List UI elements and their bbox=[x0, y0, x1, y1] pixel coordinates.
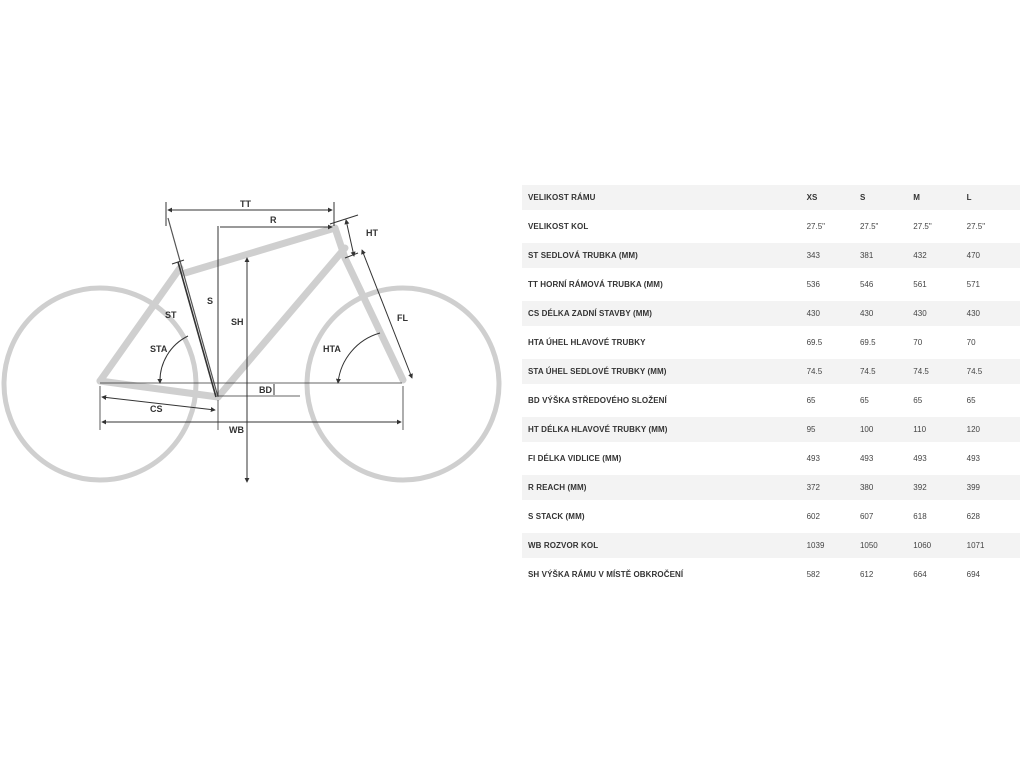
row-value: 27.5" bbox=[966, 222, 986, 231]
table-row bbox=[522, 272, 1020, 297]
row-value: 430 bbox=[859, 309, 874, 318]
table-row bbox=[522, 301, 1020, 326]
row-value: 430 bbox=[966, 309, 980, 318]
row-label: FI DÉLKA VIDLICE (MM) bbox=[528, 454, 622, 463]
row-label: HT DÉLKA HLAVOVÉ TRUBKY (MM) bbox=[528, 425, 668, 434]
row-value: 70 bbox=[966, 338, 976, 347]
row-value: 381 bbox=[859, 251, 874, 260]
row-label: TT HORNÍ RÁMOVÁ TRUBKA (MM) bbox=[528, 280, 663, 289]
row-label: SH VÝŠKA RÁMU V MÍSTĚ OBKROČENÍ bbox=[528, 570, 684, 579]
header-size: XS bbox=[806, 193, 818, 202]
row-value: 536 bbox=[806, 280, 820, 289]
row-value: 602 bbox=[806, 512, 820, 521]
header-size: M bbox=[913, 193, 920, 202]
row-value: 100 bbox=[859, 425, 874, 434]
row-label: R REACH (MM) bbox=[528, 483, 587, 492]
row-value: 612 bbox=[859, 570, 874, 579]
header-size: S bbox=[859, 193, 866, 202]
label-fl: FL bbox=[397, 313, 408, 323]
row-value: 1071 bbox=[966, 541, 985, 550]
table-row bbox=[522, 475, 1020, 500]
row-value: 1039 bbox=[806, 541, 825, 550]
row-value: 69.5 bbox=[806, 338, 823, 347]
label-cs: CS bbox=[150, 404, 163, 414]
row-label: HTA ÚHEL HLAVOVÉ TRUBKY bbox=[528, 338, 646, 347]
label-hta: HTA bbox=[323, 344, 341, 354]
row-value: 628 bbox=[966, 512, 980, 521]
table-row bbox=[522, 446, 1020, 471]
row-value: 493 bbox=[806, 454, 820, 463]
label-bd: BD bbox=[259, 385, 272, 395]
table-row bbox=[522, 417, 1020, 442]
row-value: 430 bbox=[806, 309, 820, 318]
row-value: 493 bbox=[913, 454, 927, 463]
row-label: S STACK (MM) bbox=[528, 512, 585, 521]
label-sh: SH bbox=[231, 317, 244, 327]
table-header-row bbox=[522, 185, 1020, 210]
row-value: 1060 bbox=[913, 541, 932, 550]
row-value: 694 bbox=[966, 570, 980, 579]
row-value: 95 bbox=[806, 425, 816, 434]
table-row bbox=[522, 504, 1020, 529]
row-value: 110 bbox=[913, 425, 927, 434]
row-value: 546 bbox=[859, 280, 874, 289]
row-value: 380 bbox=[859, 483, 874, 492]
row-value: 571 bbox=[966, 280, 980, 289]
row-value: 493 bbox=[966, 454, 980, 463]
row-value: 372 bbox=[806, 483, 820, 492]
row-value: 432 bbox=[913, 251, 927, 260]
row-value: 74.5 bbox=[913, 367, 929, 376]
table-row bbox=[522, 388, 1020, 413]
label-st: ST bbox=[165, 310, 177, 320]
row-label: STA ÚHEL SEDLOVÉ TRUBKY (MM) bbox=[528, 367, 667, 376]
row-label: BD VÝŠKA STŘEDOVÉHO SLOŽENÍ bbox=[528, 396, 667, 405]
row-value: 65 bbox=[859, 396, 869, 405]
row-value: 607 bbox=[859, 512, 874, 521]
label-s: S bbox=[207, 296, 214, 306]
table-row bbox=[522, 533, 1020, 558]
row-value: 618 bbox=[913, 512, 927, 521]
table-row bbox=[522, 243, 1020, 268]
hta-arc bbox=[338, 333, 380, 383]
row-value: 65 bbox=[806, 396, 816, 405]
row-value: 70 bbox=[913, 338, 923, 347]
table-row bbox=[522, 562, 1020, 587]
row-value: 74.5 bbox=[859, 367, 876, 376]
table-row bbox=[522, 330, 1020, 355]
row-value: 561 bbox=[913, 280, 927, 289]
row-value: 120 bbox=[966, 425, 980, 434]
row-value: 582 bbox=[806, 570, 820, 579]
row-value: 430 bbox=[913, 309, 927, 318]
header-label: VELIKOST RÁMU bbox=[528, 193, 596, 202]
label-tt: TT bbox=[240, 199, 251, 209]
geometry-table bbox=[522, 185, 1020, 591]
header-size: L bbox=[966, 193, 972, 202]
table-row bbox=[522, 359, 1020, 384]
row-value: 399 bbox=[966, 483, 980, 492]
label-wb: WB bbox=[229, 425, 244, 435]
row-value: 74.5 bbox=[966, 367, 983, 376]
row-value: 343 bbox=[806, 251, 820, 260]
bike-geometry-diagram bbox=[0, 0, 510, 768]
row-value: 664 bbox=[913, 570, 927, 579]
row-value: 74.5 bbox=[806, 367, 823, 376]
row-value: 27.5" bbox=[806, 222, 826, 231]
row-value: 470 bbox=[966, 251, 980, 260]
row-value: 65 bbox=[913, 396, 923, 405]
row-label: ST SEDLOVÁ TRUBKA (MM) bbox=[528, 251, 638, 260]
row-value: 1050 bbox=[859, 541, 878, 550]
row-value: 493 bbox=[859, 454, 874, 463]
row-label: CS DÉLKA ZADNÍ STAVBY (MM) bbox=[528, 309, 653, 318]
row-value: 69.5 bbox=[859, 338, 876, 347]
row-value: 65 bbox=[966, 396, 976, 405]
row-value: 27.5" bbox=[859, 222, 879, 231]
row-label: WB ROZVOR KOL bbox=[528, 541, 599, 550]
label-ht: HT bbox=[366, 228, 378, 238]
row-label: VELIKOST KOL bbox=[528, 222, 589, 231]
row-value: 27.5" bbox=[913, 222, 932, 231]
table-row bbox=[522, 214, 1020, 239]
label-sta: STA bbox=[150, 344, 168, 354]
row-value: 392 bbox=[913, 483, 927, 492]
label-r: R bbox=[270, 215, 277, 225]
